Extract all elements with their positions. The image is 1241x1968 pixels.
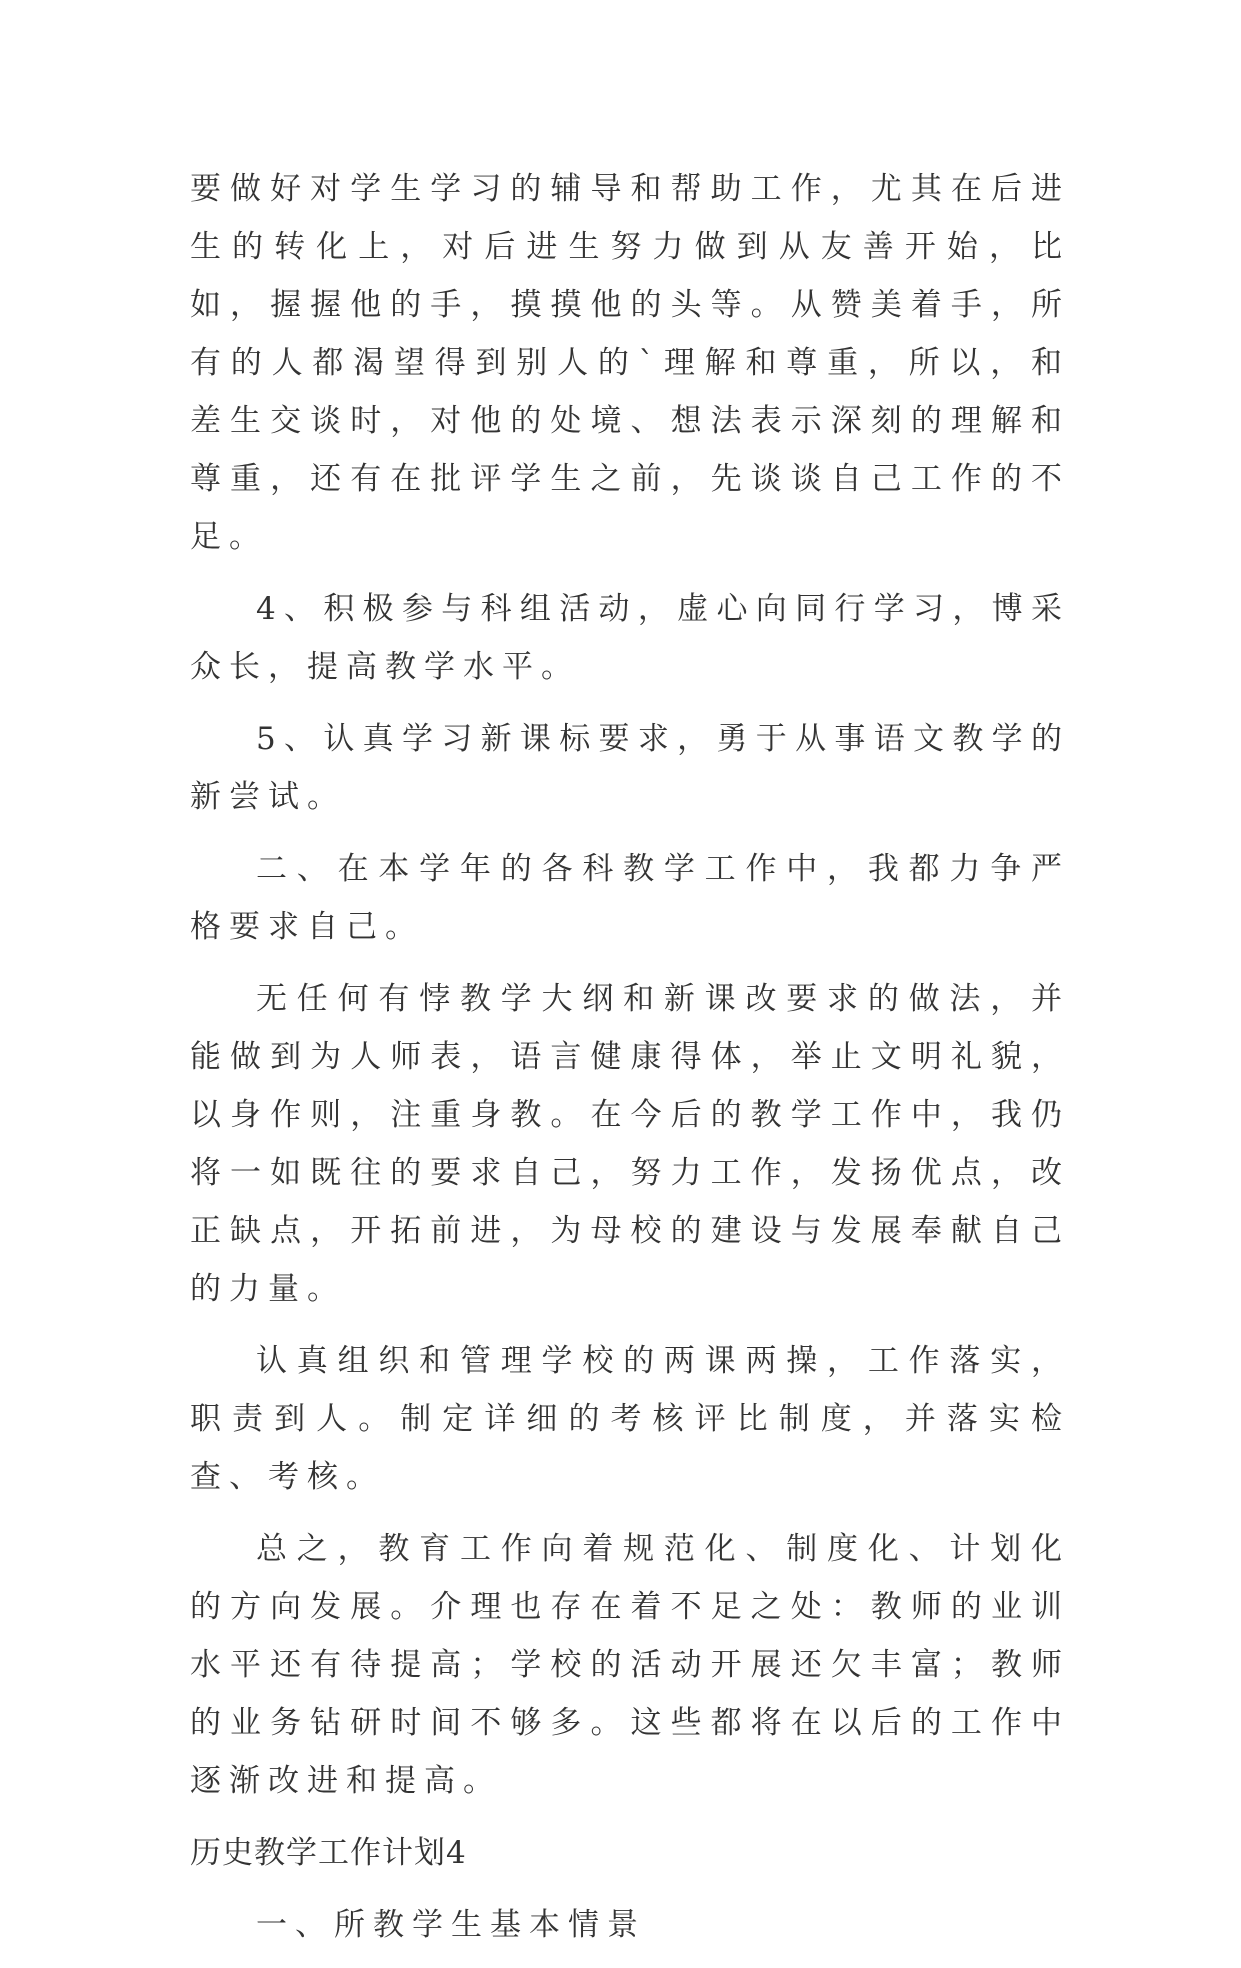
paragraph-5: 无任何有悖教学大纲和新课改要求的做法，并能做到为人师表，语言健康得体，举止文明礼貌，以身作则，注重身教。在今后的教学工作中，我仍将一如既往的要求自己，努力工作，发扬优点，改正缺点，开拓前进，为母校的建设与发展奉献自己的力量。 bbox=[190, 981, 1070, 1307]
paragraph-2: 4、积极参与科组活动，虚心向同行学习，博采众长，提高教学水平。 bbox=[190, 591, 1070, 685]
paragraph-1: 要做好对学生学习的辅导和帮助工作，尤其在后进生的转化上，对后进生努力做到从友善开始，比如，握握他的手，摸摸他的头等。从赞美着手，所有的人都渴望得到别人的`理解和尊重，所以，和差生交谈时，对他的处境、想法表示深刻的理解和尊重，还有在批评学生之前，先谈谈自己工作的不足。 bbox=[190, 171, 1070, 555]
section-title: 历史教学工作计划4 bbox=[190, 1835, 467, 1871]
paragraph-8: 一、所教学生基本情景 bbox=[256, 1907, 646, 1943]
paragraph-4: 二、在本学年的各科教学工作中，我都力争严格要求自己。 bbox=[190, 851, 1070, 945]
paragraph-3: 5、认真学习新课标要求，勇于从事语文教学的新尝试。 bbox=[190, 721, 1070, 815]
paragraph-7: 总之，教育工作向着规范化、制度化、计划化的方向发展。介理也存在着不足之处：教师的业训水平还有待提高；学校的活动开展还欠丰富；教师的业务钻研时间不够多。这些都将在以后的工作中逐渐改进和提高。 bbox=[190, 1531, 1070, 1799]
paragraph-6: 认真组织和管理学校的两课两操，工作落实，职责到人。制定详细的考核评比制度，并落实检查、考核。 bbox=[190, 1343, 1070, 1495]
document-body bbox=[190, 160, 1070, 1968]
